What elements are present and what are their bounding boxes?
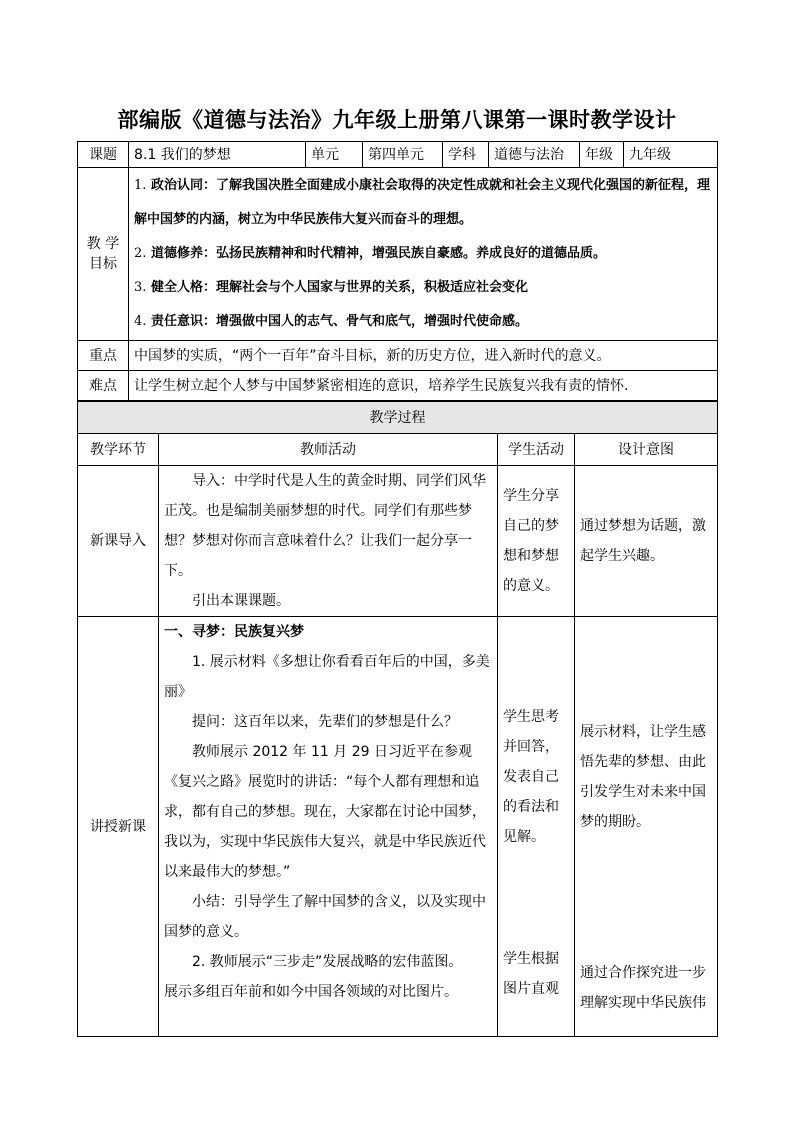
goal-item: 3. 健全人格：理解社会与个人国家与世界的关系，积极适应社会变化 [134,280,528,295]
grade-value: 九年级 [624,142,718,168]
subject-label: 学科 [443,142,489,168]
stage-cell: 新课导入 [78,466,159,617]
column-header: 学生活动 [498,434,575,466]
goal-item: 1. 政治认同：了解我国决胜全面建成小康社会取得的决定性成就和社会主义现代化强国的新征程，理解中国梦的内涵，树立为中华民族伟大复兴而奋斗的理想。 [134,178,710,227]
key-points-label: 重点 [78,341,129,371]
student-activity-cell: 学生分享自己的梦想和梦想的意义。 [498,466,575,617]
subject-value: 道德与法治 [489,142,580,168]
teacher-activity-cell: 一、寻梦：民族复兴梦 1. 展示材料《多想让你看看百年后的中国，多美丽》 提问：这百年以来，先辈们的梦想是什么？ 教师展示 2012 年 11 月 29 日习近平在参观《复兴之路》展览时的讲话：“每个人都有理想和追求，都有自己的梦想。现在，大家都在讨论中国梦，我以为，实现中华民族伟大复兴，就是中华民族近代以来最伟大的梦想。” 小结：引导学生了解中国梦的含义，以及实现中国梦的意义。 2. 教师展示“三步走”发展战略的宏伟蓝图。 展示多组百年前和如今中国各领域的对比图片。 [159,617,498,1037]
unit-value: 第四单元 [363,142,443,168]
unit-label: 单元 [306,142,363,168]
process-heading: 教学过程 [78,402,718,434]
column-header: 教师活动 [159,434,498,466]
grade-label: 年级 [580,142,624,168]
process-table [77,401,718,1037]
lesson-info-table [77,141,718,401]
lesson-label: 课题 [78,142,129,168]
column-header: 设计意图 [575,434,718,466]
goal-item: 4. 责任意识：增强做中国人的志气、骨气和底气，增强时代使命感。 [134,314,528,329]
design-intent-cell: 展示材料，让学生感悟先辈的梦想、由此引发学生对未来中国梦的期盼。 通过合作探究进一步理解实现中华民族伟 [575,617,718,1037]
teacher-activity-cell: 导入：中学时代是人生的黄金时期、同学们风华正茂。也是编制美丽梦想的时代。同学们有那些梦想？梦想对你而言意味着什么？让我们一起分享一下。 引出本课课题。 [159,466,498,617]
difficulty-label: 难点 [78,371,129,401]
difficulty-text: 让学生树立起个人梦与中国梦紧密相连的意识，培养学生民族复兴我有责的情怀. [129,371,718,401]
column-header: 教学环节 [78,434,159,466]
student-activity-cell: 学生思考并回答，发表自己的看法和见解。 学生根据图片直观 [498,617,575,1037]
stage-cell: 讲授新课 [78,617,159,1037]
goal-item: 2. 道德修养：弘扬民族精神和时代精神，增强民族自豪感。养成良好的道德品质。 [134,246,606,261]
design-intent-cell: 通过梦想为话题，激起学生兴趣。 [575,466,718,617]
key-points-text: 中国梦的实质，“两个一百年”奋斗目标，新的历史方位，进入新时代的意义。 [129,341,718,371]
goals-label: 教 学 目标 [78,168,129,341]
lesson-value: 8.1 我们的梦想 [129,142,306,168]
page-title: 部编版《道德与法治》九年级上册第八课第一课时教学设计 [117,107,677,132]
goals-content [129,168,718,341]
